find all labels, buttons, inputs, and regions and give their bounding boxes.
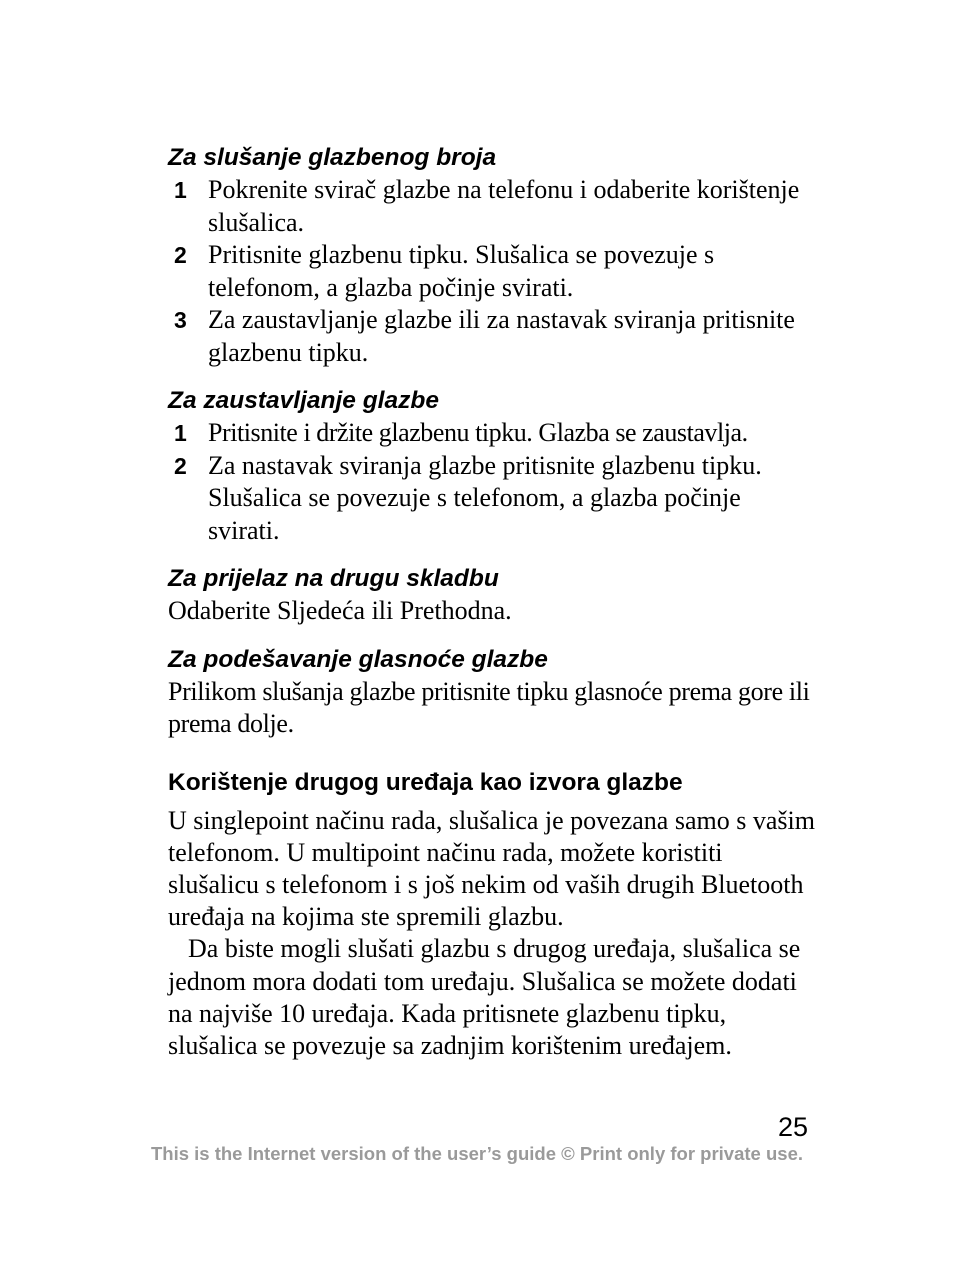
step-item — [168, 304, 818, 369]
section-title-stop: Za zaustavljanje glazbe — [168, 387, 439, 414]
step-number: 1 — [174, 177, 187, 203]
section-text-volume: Prilikom slušanja glazbe pritisnite tipku glasnoće prema gore ili prema dolje. — [168, 676, 810, 738]
step-item — [168, 174, 818, 239]
section-title-next: Za prijelaz na drugu skladbu — [168, 565, 499, 592]
step-item — [168, 450, 818, 548]
section-title-play: Za slušanje glazbenog broja — [168, 144, 497, 171]
page-content — [168, 142, 818, 1062]
step-number: 1 — [174, 420, 187, 446]
body-paragraph: U singlepoint načinu rada, slušalica je povezana samo s vašim telefonom. U multipoint načinu rada, možete koristiti slušalicu s telefonom i s još nekim od vaših drugih Bluetooth uređaja na kojima ste spremili glazbu. — [168, 805, 815, 932]
step-number: 2 — [174, 242, 187, 268]
step-text: Pritisnite glazbenu tipku. Slušalica se povezuje s telefonom, a glazba počinje svirati. — [208, 240, 715, 302]
footer-notice: This is the Internet version of the user’s guide © Print only for private use. — [150, 1143, 803, 1164]
step-text: Pokrenite svirač glazbe na telefonu i odaberite korištenje slušalica. — [208, 175, 800, 237]
page-number: 25 — [777, 1112, 808, 1142]
step-item — [168, 239, 818, 304]
steps-play — [168, 174, 818, 369]
step-text: Za zaustavljanje glazbe ili za nastavak sviranja pritisnite glazbenu tipku. — [208, 305, 795, 367]
steps-stop — [168, 417, 818, 547]
step-text: Pritisnite i držite glazbenu tipku. Glazba se zaustavlja. — [208, 418, 748, 447]
section-text-next: Odaberite Sljedeća ili Prethodna. — [168, 596, 512, 625]
step-text: Za nastavak sviranja glazbe pritisnite glazbenu tipku. Slušalica se povezuje s telefonom, a glazba počinje svirati. — [208, 450, 762, 545]
step-item — [168, 417, 818, 450]
body-paragraph: Da biste mogli slušati glazbu s drugog uređaja, slušalica se jednom mora dodati tom uređaju. Slušalica se možete dodati na najviše 10 uređaja. Kada pritisnete glazbenu tipku, slušalica se povezuje sa zadnjim korištenim uređajem. — [168, 934, 801, 1060]
step-number: 3 — [174, 307, 187, 333]
step-number: 2 — [174, 452, 187, 479]
section-title-volume: Za podešavanje glasnoće glazbe — [168, 645, 548, 673]
section-heading-other-device: Korištenje drugog uređaja kao izvora glazbe — [168, 768, 683, 796]
